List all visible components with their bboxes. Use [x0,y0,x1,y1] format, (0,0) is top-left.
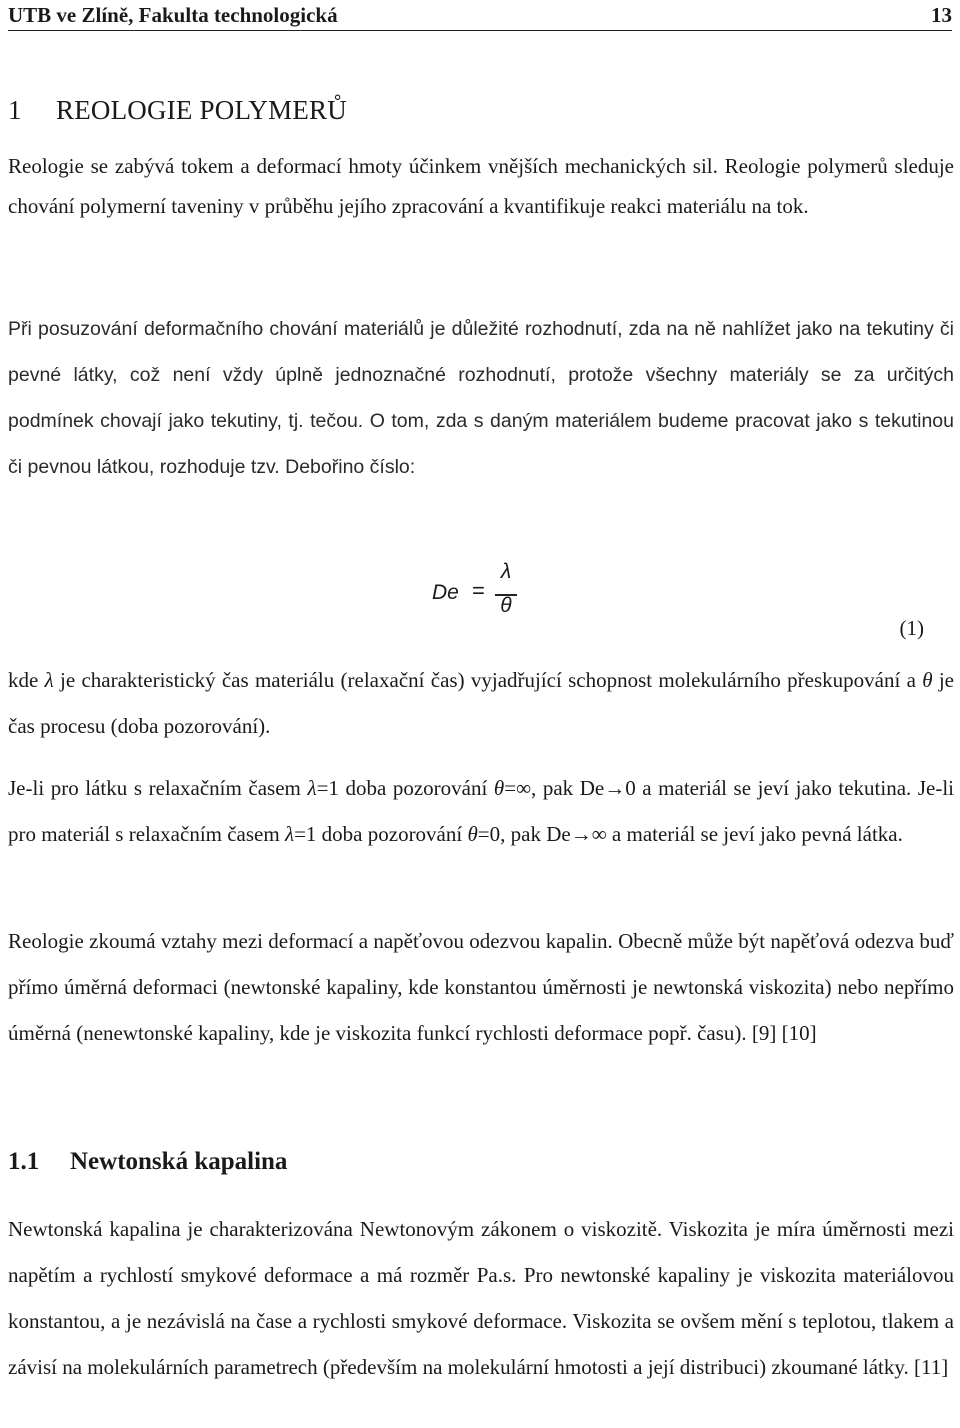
section-heading [8,1148,287,1176]
symbol-lambda: λ [307,776,317,800]
symbol-theta: θ [493,776,505,800]
text-run: je čas procesu (doba pozorování). [8,668,955,738]
text-run: Je-li pro látku s relaxačním časem [8,776,308,800]
section-number: 1.1 [8,1148,40,1175]
text-run: =∞, pak De→0 a materiál se jeví jako tekutina. Je-li pro materiál s relaxačním časem [8,776,954,846]
paragraph-examples [8,765,954,857]
equation-number: (1) [899,616,924,640]
text-run: kde [8,668,45,692]
text-run: =1 doba pozorování [316,776,494,800]
paragraph-variables [8,658,954,749]
running-header [8,0,952,31]
symbol-lambda: λ [284,822,295,846]
text-run: =1 doba pozorování [294,822,468,846]
symbol-theta: θ [922,668,933,692]
paragraph-intro: Reologie se zabývá tokem a deformací hmoty účinkem vnějších mechanických sil. Reologie polymerů sleduje chování polymerní taveniny v průběhu jejího zpracování a kvantifikuje reakci materiálu na tok. [8,154,954,218]
equation-denominator: θ [500,594,512,617]
paragraph-rheology: Reologie zkoumá vztahy mezi deformací a napěťovou odezvou kapalin. Obecně může být napěťová odezva buď přímo úměrná deformaci (newtonské kapaliny, kde konstantou úměrnosti je newtonská viskozita) nebo nepřímo úměrná (nenewtonské kapaliny, kde je viskozita funkcí rychlosti deformace popř. času). [9] [10] [8,929,954,1045]
chapter-heading [8,95,347,126]
text-run: =0, pak De→∞ a materiál se jeví jako pevná látka. [477,822,903,846]
symbol-lambda: λ [44,668,54,692]
equation-lhs: De [432,581,459,604]
symbol-theta: θ [467,822,478,846]
equation-numerator: λ [500,560,512,583]
chapter-title: REOLOGIE POLYMERŮ [56,95,347,125]
page-number: 13 [931,3,952,27]
section-title: Newtonská kapalina [70,1148,288,1175]
equation-equals: = [472,578,485,603]
text-run: je charakteristický čas materiálu (relaxační čas) vyjadřující schopnost molekulárního přeskupování a [53,668,923,692]
paragraph-newtonian: Newtonská kapalina je charakterizována Newtonovým zákonem o viskozitě. Viskozita je míra úměrnosti mezi napětím a rychlostí smykové deformace a má rozměr Pa.s. Pro newtonské kapaliny je viskozita materiálovou konstantou, a je nezávislá na čase a rychlosti smykové deformace. Viskozita se ovšem mění s teplotou, tlakem a závisí na molekulárních parametrech (především na molekulární hmotosti a její distribuci) zkoumané látky. [11] [8,1217,954,1379]
paragraph-deborah: Při posuzování deformačního chování materiálů je důležité rozhodnutí, zda na ně nahlížet jako na tekutiny či pevné látky, což není vždy úplně jednoznačné rozhodnutí, protože všechny materiály se za určitých podmínek chovají jako tekutiny, tj. tečou. O tom, zda s daným materiálem budeme pracovat jako s tekutinou či pevnou látkou, rozhoduje tzv. Debořino číslo: [8,318,954,478]
deborah-equation [432,560,522,626]
header-institution: UTB ve Zlíně, Fakulta technologická [8,3,338,27]
chapter-number: 1 [8,95,22,125]
